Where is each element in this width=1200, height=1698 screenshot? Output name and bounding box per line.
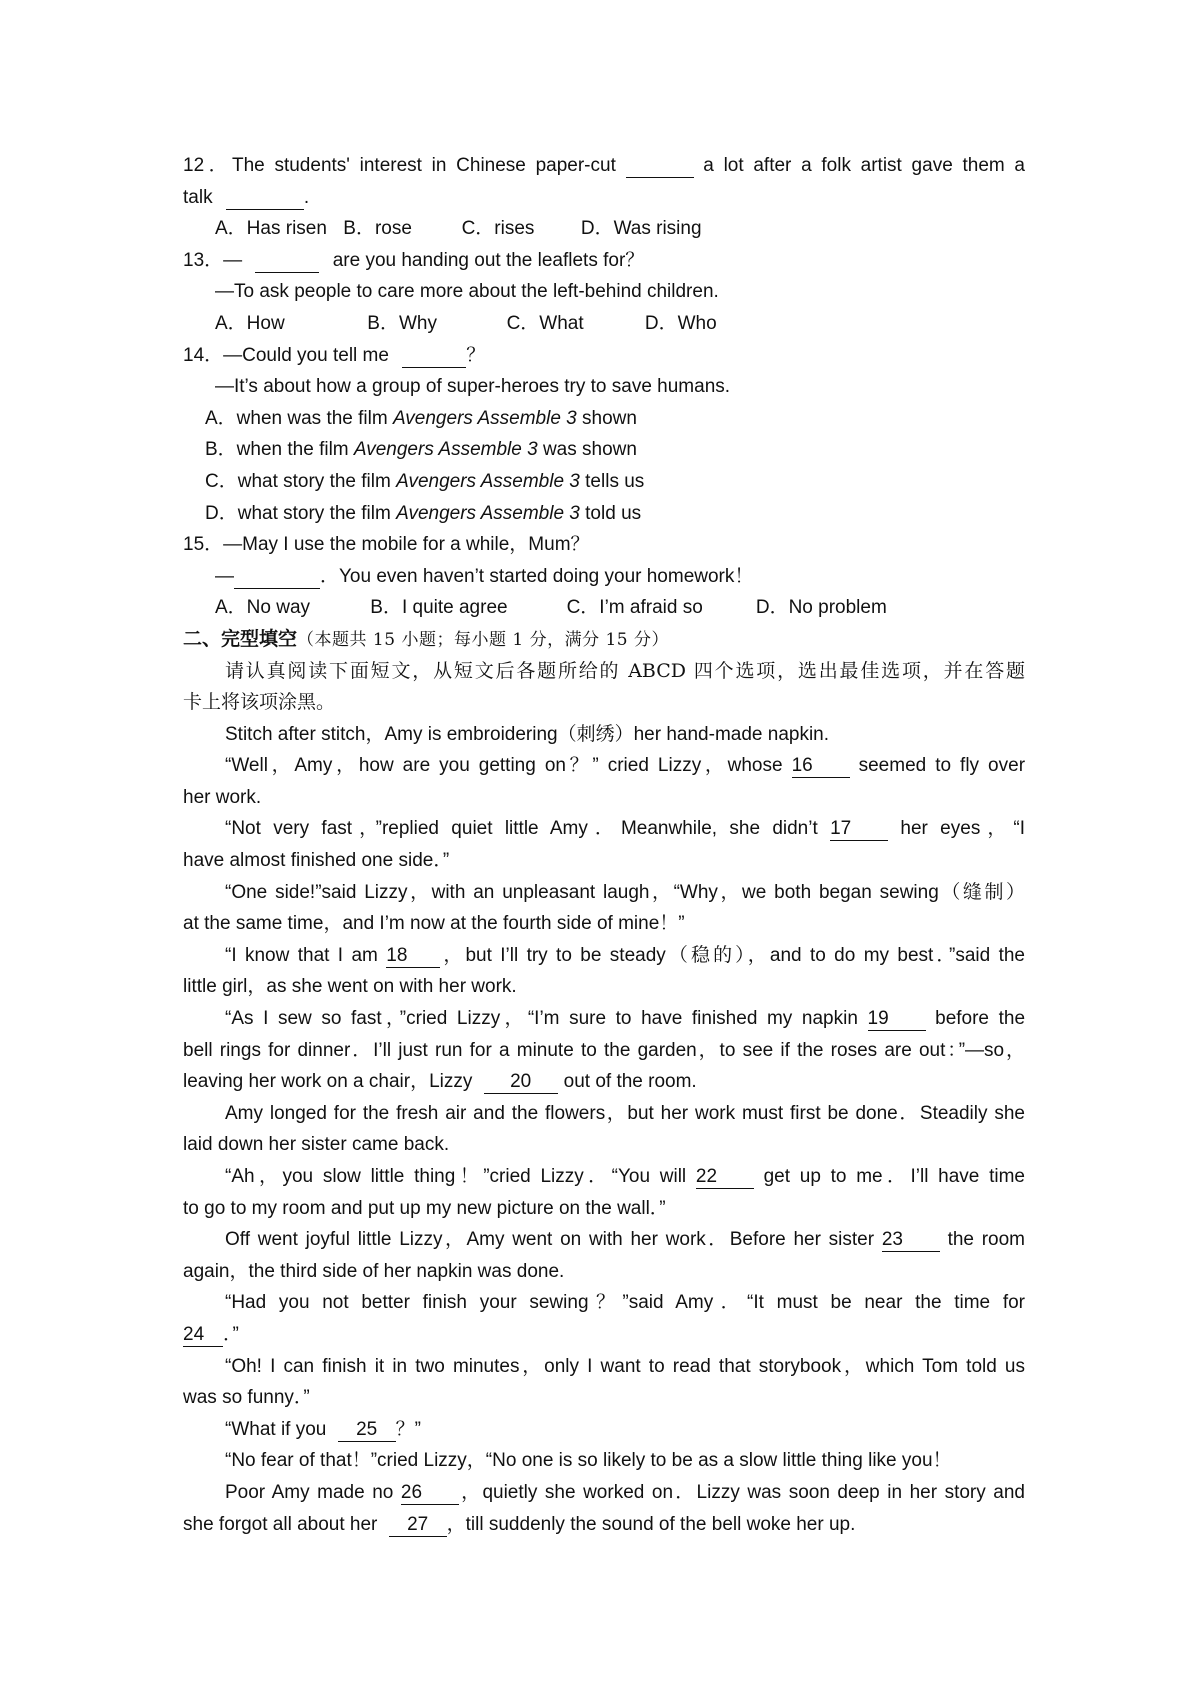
passage-line: have almost finished one side．” (183, 850, 450, 872)
passage-line: 24 ．” (183, 1323, 239, 1345)
q15-answer-line: — ．You even haven’t started doing your homework！ (215, 565, 754, 587)
blank-24: 24 (183, 1324, 223, 1347)
passage-line: was so funny．” (183, 1387, 310, 1409)
blank-26: 26 (401, 1482, 459, 1505)
blank-27: 27 (389, 1514, 447, 1537)
blank-20: 20 (484, 1071, 558, 1094)
q13-stem: 13．— are you handing out the leaflets for？ (183, 249, 645, 271)
blank-25: 25 (338, 1419, 396, 1442)
passage-line: leaving her work on a chair，Lizzy 20 out of the room. (183, 1071, 697, 1093)
q13-option-c: C．What (506, 312, 584, 334)
section-heading (183, 624, 1025, 656)
section-title: 二、完型填空 (183, 627, 298, 650)
blank-17: 17 (830, 818, 888, 841)
passage-line: Stitch after stitch，Amy is embroidering（刺绣）her hand-made napkin. (225, 723, 830, 745)
section-instructions-line2: 卡上将该项涂黑。 (183, 691, 336, 714)
q12-option-c: C．rises (461, 218, 535, 240)
passage-line: “Ah，you slow little thing！”cried Lizzy．“You will 22 get up to me．I’ll have time (225, 1166, 1025, 1187)
blank-19: 19 (868, 1008, 926, 1031)
q15-option-a: A．No way (215, 597, 311, 619)
passage-line: “I know that I am 18 ，but I’ll try to be steady（稳的），and to do my best．”said the (225, 944, 1025, 966)
q15-option-b: B．I quite agree (370, 597, 508, 619)
passage-line: she forgot all about her 27 ，till suddenly the sound of the bell woke her up. (183, 1513, 856, 1535)
exam-page (183, 150, 1025, 1540)
q13-answer-line: —To ask people to care more about the left-behind children. (215, 281, 719, 303)
passage-line: bell rings for dinner．I’ll just run for a minute to the garden，to see if the roses are out：”—so， (183, 1039, 1025, 1061)
passage-line: laid down her sister came back. (183, 1134, 450, 1156)
q14-answer-line: —It’s about how a group of super-heroes try to save humans. (215, 376, 731, 398)
q14-option-b: B．when the film Avengers Assemble 3 was shown (205, 439, 637, 461)
passage-line: her work. (183, 786, 262, 808)
passage-line: “What if you 25 ？” (225, 1418, 421, 1440)
passage-line: “Not very fast，”replied quiet little Amy．Meanwhile, she didn’t 17 her eyes，“I (225, 818, 1026, 840)
passage-line: Off went joyful little Lizzy，Amy went on with her work．Before her sister 23 the room (225, 1229, 1026, 1251)
passage-line: little girl，as she went on with her work. (183, 976, 517, 998)
section-note: （本题共 15 小题；每小题 1 分，满分 15 分） (297, 629, 670, 650)
q12-option-a: A．Has risen (215, 218, 327, 240)
q15-option-d: D．No problem (755, 597, 887, 619)
q14-option-a: A．when was the film Avengers Assemble 3 shown (205, 407, 637, 429)
q15-option-c: C．I’m afraid so (566, 597, 703, 619)
q12-option-b: B．rose (343, 218, 412, 240)
passage-line: “Oh! I can finish it in two minutes，only I want to read that storybook，which Tom told us (225, 1355, 1025, 1377)
passage-line: at the same time，and I’m now at the fourth side of mine！” (183, 913, 685, 935)
passage-line: “Well，Amy，how are you getting on？” cried Lizzy，whose 16 seemed to fly over (225, 755, 1026, 777)
passage-line: Amy longed for the fresh air and the flowers，but her work must first be done．Steadily she (225, 1102, 1025, 1124)
q12-blank-2 (226, 187, 304, 210)
passage-line: “Had you not better finish your sewing？”said Amy．“It must be near the time for (225, 1292, 1025, 1314)
q13-blank (255, 250, 319, 273)
q14-option-c: C．what story the film Avengers Assemble 3 tells us (205, 470, 645, 492)
passage-line: “No fear of that！”cried Lizzy，“No one is so likely to be as a slow little thing like you！ (225, 1450, 952, 1472)
q12-stem-line2: talk . (183, 186, 310, 208)
blank-22: 22 (696, 1166, 754, 1189)
blank-23: 23 (882, 1229, 940, 1252)
q13-option-b: B．Why (367, 312, 437, 334)
section-instructions-line1: 请认真阅读下面短文，从短文后各题所给的 ABCD 四个选项，选出最佳选项，并在答题 (225, 659, 1025, 682)
blank-18: 18 (386, 945, 440, 968)
q12-option-d: D．Was rising (580, 218, 702, 240)
q13-option-a: A．How (215, 312, 285, 334)
q12-options (183, 213, 1025, 245)
blank-16: 16 (792, 755, 850, 778)
q13-options (183, 308, 1025, 340)
q12-blank (626, 155, 694, 178)
passage-line: “As I sew so fast，”cried Lizzy，“I’m sure to have finished my napkin 19 before the (225, 1008, 1026, 1030)
q14-stem: 14．—Could you tell me ？ (183, 344, 486, 366)
passage-line: again，the third side of her napkin was done. (183, 1260, 565, 1282)
passage-line: to go to my room and put up my new picture on the wall．” (183, 1197, 666, 1219)
passage-line: Poor Amy made no 26 ，quietly she worked on．Lizzy was soon deep in her story and (225, 1481, 1025, 1503)
q14-option-d: D．what story the film Avengers Assemble 3 told us (205, 502, 642, 524)
q15-blank (234, 566, 320, 589)
q15-options (183, 592, 1025, 624)
q15-stem: 15．—May I use the mobile for a while，Mum？ (183, 534, 590, 556)
q12-stem-line1: 12．The students' interest in Chinese paper-cut a lot after a folk artist gave them a (183, 155, 1025, 176)
q14-blank (402, 345, 466, 368)
passage-line: “One side!”said Lizzy，with an unpleasant laugh，“Why，we both began sewing（缝制） (225, 881, 1025, 903)
q13-option-d: D．Who (644, 312, 717, 334)
